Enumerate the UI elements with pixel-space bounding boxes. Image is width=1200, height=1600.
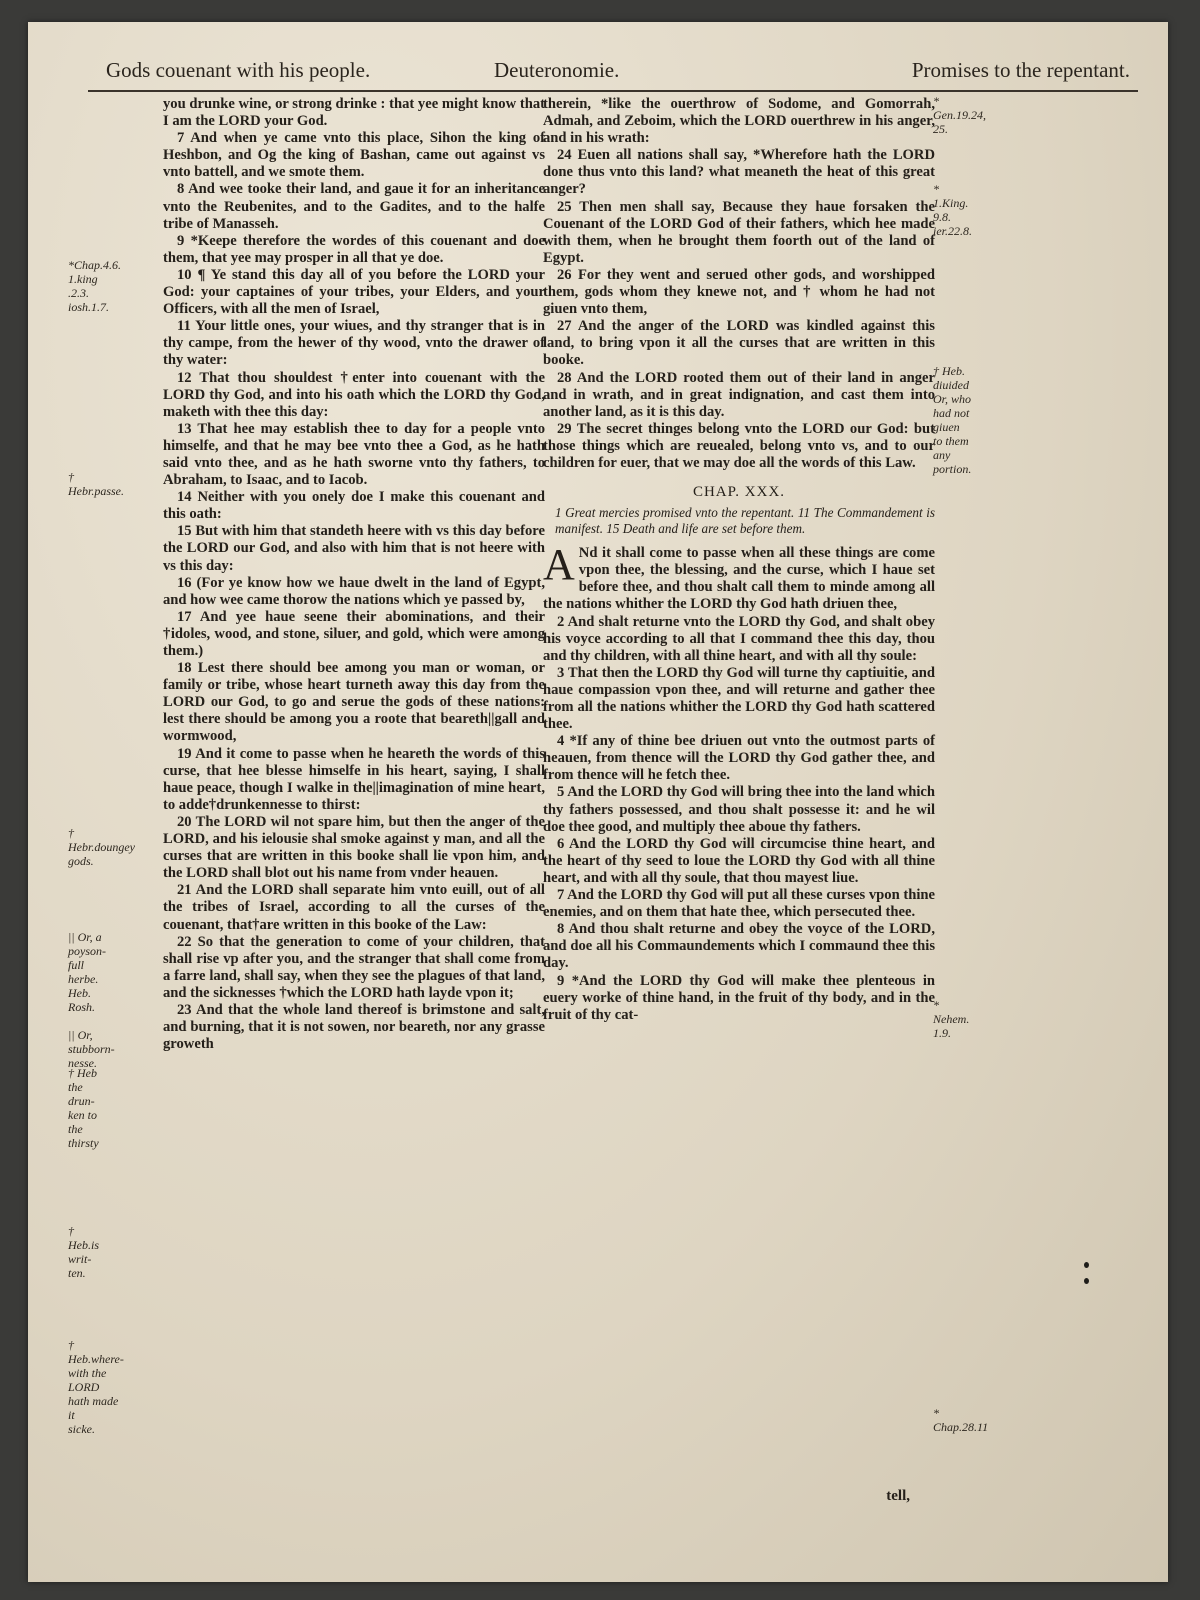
verse: 3 That then the LORD thy God will turne thy captiuitie, and haue compassion vpon thee, and will returne and gather thee from all the nations whither the LORD thy God hath scattered thee. [543,664,935,733]
header-right: Promises to the repentant. [911,58,1130,82]
verse: 28 And the LORD rooted them out of their land in anger and in wrath, and in great indignation, and cast them into another land, as it is this day. [543,369,935,420]
bible-page [28,22,1168,1582]
verse: 13 That hee may establish thee to day for a people vnto himselfe, and that he may bee vnto thee a God, as he hath said vnto thee, and as he hath sworne vnto thy fathers, to Abraham, to Isaac, and to Iacob. [163,420,545,489]
margin-note: * Chap.28.11 [933,1406,989,1434]
verse: 14 Neither with you onely doe I make this couenant and this oath: [163,489,545,523]
verse: 29 The secret thinges belong vnto the LORD our God: but those things which are reuealed, belong vnto vs, and to our children for euer, that we may doe all the words of this Law. [543,420,935,471]
left-text-column [163,96,545,1053]
verse: 12 That thou shouldest †enter into couenant with the LORD thy God, and into his oath which the LORD thy God, maketh with thee this day: [163,369,545,420]
verse: 2 And shalt returne vnto the LORD thy God, and shalt obey his voyce according to all that I command thee this day, thou and thy children, with all thine heart, and with all thy soule: [543,613,935,664]
verse: 8 And thou shalt returne and obey the voyce of the LORD, and doe all his Commaundements which I commaund thee this day. [543,921,935,972]
verse: 16 (For ye know how we haue dwelt in the land of Egypt, and how wee came thorow the nations which ye passed by, [163,574,545,608]
margin-note: † Heb.where- with the LORD hath made it sicke. [68,1338,124,1436]
verse: therein, *like the ouerthrow of Sodome, and Gomorrah, Admah, and Zeboim, which the LORD ouerthrew in his anger, and in his wrath: [543,96,935,147]
verse: 7 And the LORD thy God will put all these curses vpon thine enemies, and on them that hate thee, which persecuted thee. [543,887,935,921]
header-left: Gods couenant with his people. [106,58,371,82]
verse: 5 And the LORD thy God will bring thee into the land which thy fathers possessed, and thou shalt possesse it: and he wil doe thee good, and multiply thee aboue thy fathers. [543,784,935,835]
verse: 10 ¶ Ye stand this day all of you before the LORD your God: your captaines of your tribes, your Elders, and your Officers, with all the men of Israel, [163,266,545,318]
right-text-column [543,96,935,1024]
margin-note: † Hebr.doungey gods. [68,826,135,868]
verse: 20 The LORD wil not spare him, but then the anger of the LORD, and his ielousie shal smoke against y man, and all the curses that are written in this booke shall lie vpon him, and the LORD shall blot out his name from vnder heauen. [163,813,545,882]
verse: 23 And that the whole land thereof is brimstone and salt, and burning, that it is not sowen, nor beareth, nor any grasse groweth [163,1001,545,1053]
verse: 27 And the anger of the LORD was kindled against this land, to bring vpon it all the curses that are written in this booke. [543,318,935,369]
verse: 6 And the LORD thy God will circumcise thine heart, and the heart of thy seed to loue the LORD thy God with all thine heart, and with all thy soule, that thou mayest liue. [543,835,935,886]
verse: 11 Your little ones, your wiues, and thy stranger that is in thy campe, from the hewer of thy wood, vnto the drawer of thy water: [163,318,545,369]
verse: 26 For they went and serued other gods, and worshipped them, gods whom they knewe not, and † whom he had not giuen vnto them, [543,266,935,318]
verse: 9 *Keepe therefore the wordes of this couenant and doe them, that yee may prosper in all that ye doe. [163,232,545,266]
verse: 9 *And the LORD thy God will make thee plenteous in euery worke of thine hand, in the fruit of thy body, and in the fruit of thy cat- [543,972,935,1023]
chapter-heading: CHAP. XXX. [692,484,786,501]
verse: 7 And when ye came vnto this place, Sihon the king of Heshbon, and Og the king of Bashan, came out against vs vnto battell, and we smote them. [163,130,545,181]
verse: 8 And wee tooke their land, and gaue it for an inheritance vnto the Reubenites, and to the Gadites, and to the halfe tribe of Manasseh. [163,181,545,232]
verse: 21 And the LORD shall separate him vnto euill, out of all the tribes of Israel, according to all the curses of the couenant, that†are written in this booke of the Law: [163,882,545,933]
verse: 25 Then men shall say, Because they haue forsaken the Couenant of the LORD God of their fathers, which hee made with them, when he brought them foorth out of the land of Egypt. [543,198,935,266]
margin-note: * 1.King. 9.8. ier.22.8. [933,182,972,238]
binding-hole [1084,1278,1089,1284]
verse: 18 Lest there should bee among you man or woman, or family or tribe, whose heart turneth away this day from the LORD our God, to go and serue the gods of these nations: lest there should be among you a roote that beareth||gall and wormwood, [163,660,545,745]
margin-note: * Nehem. 1.9. [933,998,970,1040]
drop-capital: A [543,540,575,590]
verse: 17 And yee haue seene their abominations, and their †idoles, wood, and stone, siluer, and gold, which were among them.) [163,608,545,659]
margin-note: *Chap.4.6. 1.king .2.3. iosh.1.7. [68,258,122,314]
header-book-title: Deuteronomie. [494,58,620,82]
running-header [88,50,1138,92]
verse: 4 *If any of thine bee driuen out vnto the outmost parts of heauen, from thence will the LORD thy God gather thee, and from thence will he fetch thee. [543,733,935,784]
margin-note: † Hebr.passe. [68,470,124,498]
verse: 22 So that the generation to come of your children, that shall rise vp after you, and the stranger that shall come from a farre land, shall say, when they see the plagues of that land, and the sicknesses †which the LORD hath layde vpon it; [163,933,545,1001]
margin-note: || Or, a poyson- full herbe. Heb. Rosh. [68,930,106,1014]
margin-note: † Heb the drun- ken to the thirsty [68,1066,99,1150]
binding-hole [1084,1262,1089,1268]
margin-note: † Heb. diuided Or, who had not giuen to them any portion. [933,364,972,476]
first-verse-text: Nd it shall come to passe when all these things are come vpon thee, the blessing, and the curse, which I haue set before thee, and thou shalt call them to minde among all the nations whither the LORD thy God hath driuen thee, [543,545,935,613]
margin-note: || Or, stubborn- nesse. [68,1028,115,1070]
verse: you drunke wine, or strong drinke : that yee might know that I am the LORD your God. [163,96,545,130]
verse: 19 And it come to passe when he heareth the words of this curse, that hee blesse himselfe in his heart, saying, I shall haue peace, though I walke in the||imagination of mine heart, to adde†drunkennesse to thirst: [163,745,545,813]
chapter-argument: 1 Great mercies promised vnto the repentant. 11 The Commandement is manifest. 15 Death and life are set before them. [555,505,935,537]
catchword: tell, [886,1488,910,1504]
margin-note: † Heb.is writ- ten. [68,1224,99,1280]
verse: 24 Euen all nations shall say, *Wherefore hath the LORD done thus vnto this land? what meaneth the heat of this great anger? [543,147,935,198]
margin-note: * Gen.19.24, 25. [933,94,986,136]
chapter-first-verse [543,540,935,613]
verse: 15 But with him that standeth heere with vs this day before the LORD our God, and also with him that is not heere with vs this day: [163,523,545,574]
